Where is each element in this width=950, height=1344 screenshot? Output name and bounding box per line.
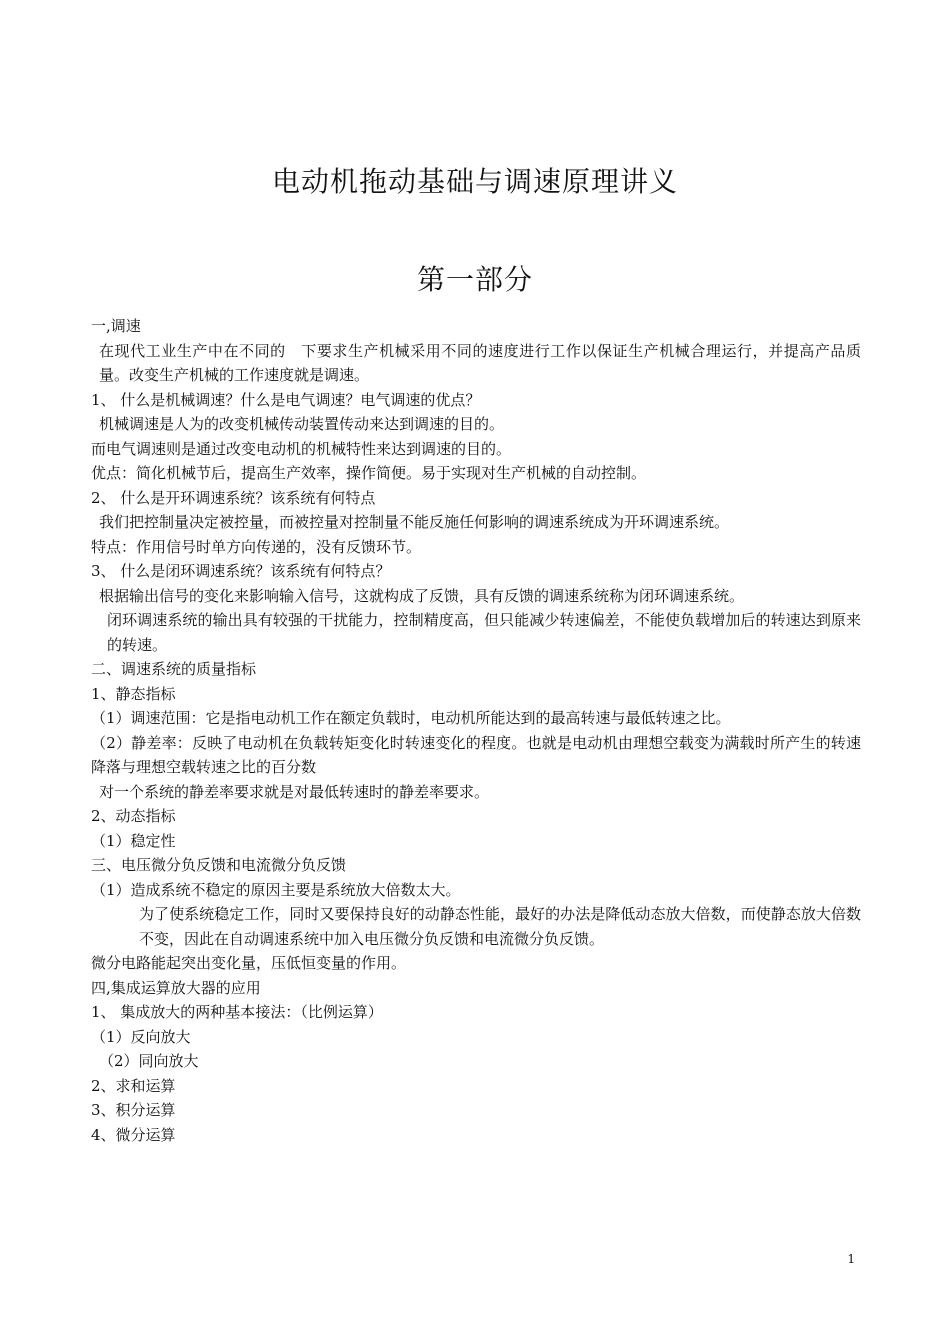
section-heading: 一,调速 bbox=[91, 317, 141, 335]
paragraph: 机械调速是人为的改变机械传动装置传动来达到调速的目的。 bbox=[99, 415, 505, 433]
subsection-heading: 2、求和运算 bbox=[91, 1076, 176, 1095]
paragraph: 闭环调速系统的输出具有较强的干扰能力，控制精度高，但只能减少转速偏差，不能使负载增加后的转速达到原来的转速。 bbox=[107, 611, 861, 654]
paragraph: 我们把控制量决定被控量，而被控量对控制量不能反施任何影响的调速系统成为开环调速系统。 bbox=[99, 513, 730, 531]
subsection-heading: 2、动态指标 bbox=[91, 807, 176, 825]
paragraph: 微分电路能起突出变化量，压低恒变量的作用。 bbox=[91, 954, 407, 972]
question-heading: 3、 什么是闭环调速系统？该系统有何特点？ bbox=[91, 562, 391, 580]
list-item: （1）调速范围：它是指电动机工作在额定负载时，电动机所能达到的最高转速与最低转速之比。 bbox=[91, 709, 731, 727]
paragraph: 而电气调速则是通过改变电动机的机械特性来达到调速的目的。 bbox=[91, 439, 512, 458]
paragraph: 为了使系统稳定工作，同时又要保持良好的动静态性能，最好的办法是降低动态放大倍数，而使静态放大倍数不变，因此在自动调速系统中加入电压微分负反馈和电流微分负反馈。 bbox=[139, 905, 861, 948]
part-title: 第一部分 bbox=[416, 263, 533, 296]
paragraph: 优点：简化机械节后，提高生产效率，操作简便。易于实现对生产机械的自动控制。 bbox=[91, 464, 647, 482]
paragraph: 对一个系统的静差率要求就是对最低转速时的静差率要求。 bbox=[99, 782, 490, 801]
subsection-heading: 3、积分运算 bbox=[91, 1101, 176, 1119]
document-body bbox=[91, 314, 861, 1147]
subsection-heading: 1、静态指标 bbox=[91, 684, 176, 703]
list-item: （1）反向放大 bbox=[91, 1027, 191, 1046]
question-heading: 1、 什么是机械调速？什么是电气调速？电气调速的优点？ bbox=[91, 390, 481, 409]
document-title: 电动机拖动基础与调速原理讲义 bbox=[271, 165, 678, 198]
section-heading: 四,集成运算放大器的应用 bbox=[91, 978, 261, 997]
subsection-heading: 4、微分运算 bbox=[91, 1125, 176, 1144]
paragraph: 根据输出信号的变化来影响输入信号，这就构成了反馈，具有反馈的调速系统称为闭环调速系统。 bbox=[99, 586, 745, 605]
subsection-heading: 1、 集成放大的两种基本接法：（比例运算） bbox=[91, 1003, 383, 1021]
list-item: （1）稳定性 bbox=[91, 831, 176, 850]
section-heading: 三、电压微分负反馈和电流微分负反馈 bbox=[91, 856, 347, 874]
question-heading: 2、 什么是开环调速系统？该系统有何特点 bbox=[91, 488, 376, 507]
page-number: 1 bbox=[847, 1252, 855, 1266]
list-item: （1）造成系统不稳定的原因主要是系统放大倍数太大。 bbox=[91, 880, 461, 899]
paragraph: 特点：作用信号时单方向传递的，没有反馈环节。 bbox=[91, 537, 422, 556]
list-item: （2）静差率：反映了电动机在负载转矩变化时转速变化的程度。也就是电动机由理想空载变为满载时所产生的转速降落与理想空载转速之比的百分数 bbox=[91, 733, 861, 776]
paragraph: 在现代工业生产中在不同的 下要求生产机械采用不同的速度进行工作以保证生产机械合理运行，并提高产品质量。改变生产机械的工作速度就是调速。 bbox=[99, 341, 861, 384]
section-heading: 二、调速系统的质量指标 bbox=[91, 660, 257, 678]
list-item: （2）同向放大 bbox=[99, 1052, 199, 1070]
